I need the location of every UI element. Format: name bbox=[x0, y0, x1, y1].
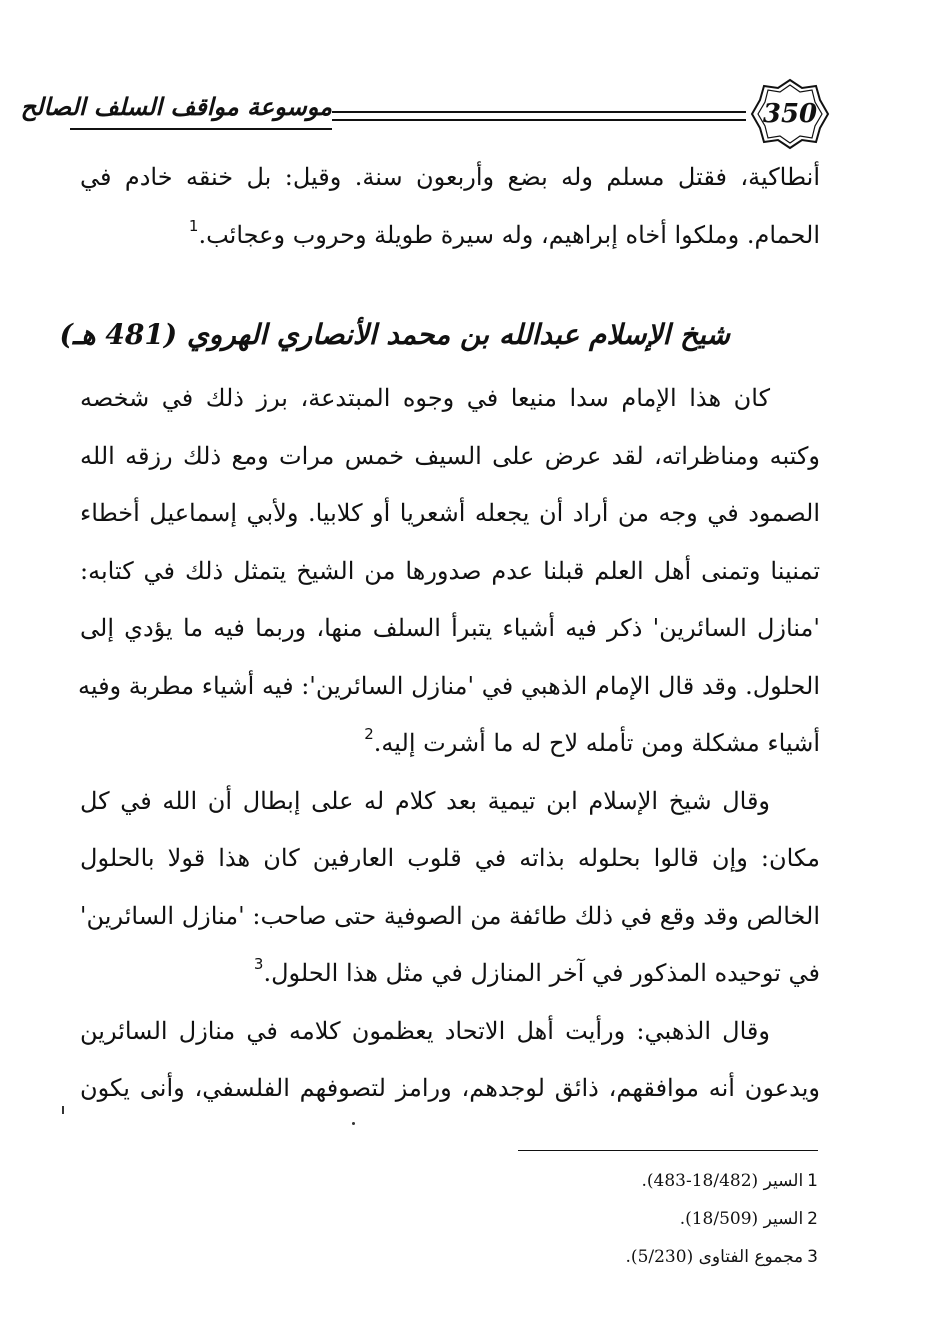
footnotes bbox=[400, 1162, 818, 1276]
intro-paragraph bbox=[80, 148, 820, 264]
page-header bbox=[20, 78, 830, 150]
footnote-item bbox=[400, 1200, 818, 1238]
text-line bbox=[80, 715, 820, 773]
text-line: الحلول. وقد قال الإمام الذهبي في 'منازل السائرين': فيه أشياء مطربة وفيه bbox=[77, 671, 820, 700]
footnote-item bbox=[400, 1162, 818, 1200]
footnote-ref: 1 bbox=[188, 217, 199, 235]
text-line: ويدعون أنه موافقهم، ذائق لوجدهم، ورامز لتصوفهم الفلسفي، وأنى يكون bbox=[80, 1074, 820, 1102]
header-rule bbox=[332, 111, 746, 121]
text-line: وقال شيخ الإسلام ابن تيمية بعد كلام له على إبطال أن الله في كل bbox=[80, 786, 770, 815]
section-heading: شيخ الإسلام عبدالله بن محمد الأنصاري الهروي (481 هـ) bbox=[59, 318, 730, 351]
text-line: مكان: وإن قالوا بحلوله بذاته في قلوب العارفين كان هذا قولا بالحلول bbox=[80, 844, 820, 872]
scan-speck bbox=[352, 1122, 355, 1125]
text-line: كان هذا الإمام سدا منيعا في وجوه المبتدعة، برز ذلك في شخصه bbox=[80, 384, 770, 412]
footnote-text: مجموع الفتاوى (5/230). bbox=[625, 1247, 804, 1267]
paragraph bbox=[77, 370, 821, 773]
text-line-content: الحمام. وملكوا أخاه إبراهيم، وله سيرة طويلة وحروب وعجائب. bbox=[198, 221, 820, 249]
text-line-content: في توحيده المذكور في آخر المنازل في مثل هذا الحلول. bbox=[263, 959, 820, 987]
text-line: الصمود في وجه من أراد أن يجعله أشعريا أو كلابيا. ولأبي إسماعيل أخطاء bbox=[80, 499, 820, 527]
book-title: موسوعة مواقف السلف الصالح bbox=[20, 92, 332, 121]
page-number-badge bbox=[750, 78, 830, 150]
text-line: 'منازل السائرين' ذكر فيه أشياء يتبرأ السلف منها، وربما فيه ما يؤدي إلى bbox=[80, 614, 820, 642]
footnote-rule bbox=[518, 1150, 818, 1151]
footnote-ref: 3 bbox=[253, 955, 264, 973]
paragraph bbox=[80, 773, 820, 1003]
footnote-number: 3 bbox=[807, 1247, 818, 1267]
text-line-content: أشياء مشكلة ومن تأمله لاح له ما أشرت إليه. bbox=[373, 729, 820, 757]
book-title-underline bbox=[70, 128, 332, 130]
footnote-item bbox=[400, 1238, 818, 1276]
text-line: وقال الذهبي: ورأيت أهل الاتحاد يعظمون كلامه في منازل السائرين bbox=[80, 1016, 770, 1045]
text-line bbox=[80, 945, 820, 1003]
footnote-number: 1 bbox=[807, 1171, 818, 1191]
main-text bbox=[77, 370, 821, 1118]
footnote-number: 2 bbox=[807, 1209, 818, 1229]
text-line: الخالص وقد وقع في ذلك طائفة من الصوفية حتى صاحب: 'منازل السائرين' bbox=[79, 901, 820, 930]
footnote-text: السير (18/509). bbox=[679, 1209, 804, 1229]
text-line: تمنينا وتمنى أهل العلم قبلنا عدم صدورها من الشيخ يتمثل ذلك في كتابه: bbox=[80, 556, 820, 585]
text-line: أنطاكية، فقتل مسلم وله بضع وأربعون سنة. وقيل: بل خنقه خادم في bbox=[80, 163, 820, 191]
text-line bbox=[80, 206, 820, 264]
footnote-ref: 2 bbox=[364, 725, 374, 743]
paragraph bbox=[80, 1003, 820, 1118]
page-number: 350 bbox=[762, 99, 818, 129]
footnote-text: السير (18/482-483). bbox=[641, 1171, 804, 1191]
text-line: وكتبه ومناظراته، لقد عرض على السيف خمس مرات ومع ذلك رزقه الله bbox=[80, 441, 821, 470]
scan-speck bbox=[62, 1106, 64, 1114]
